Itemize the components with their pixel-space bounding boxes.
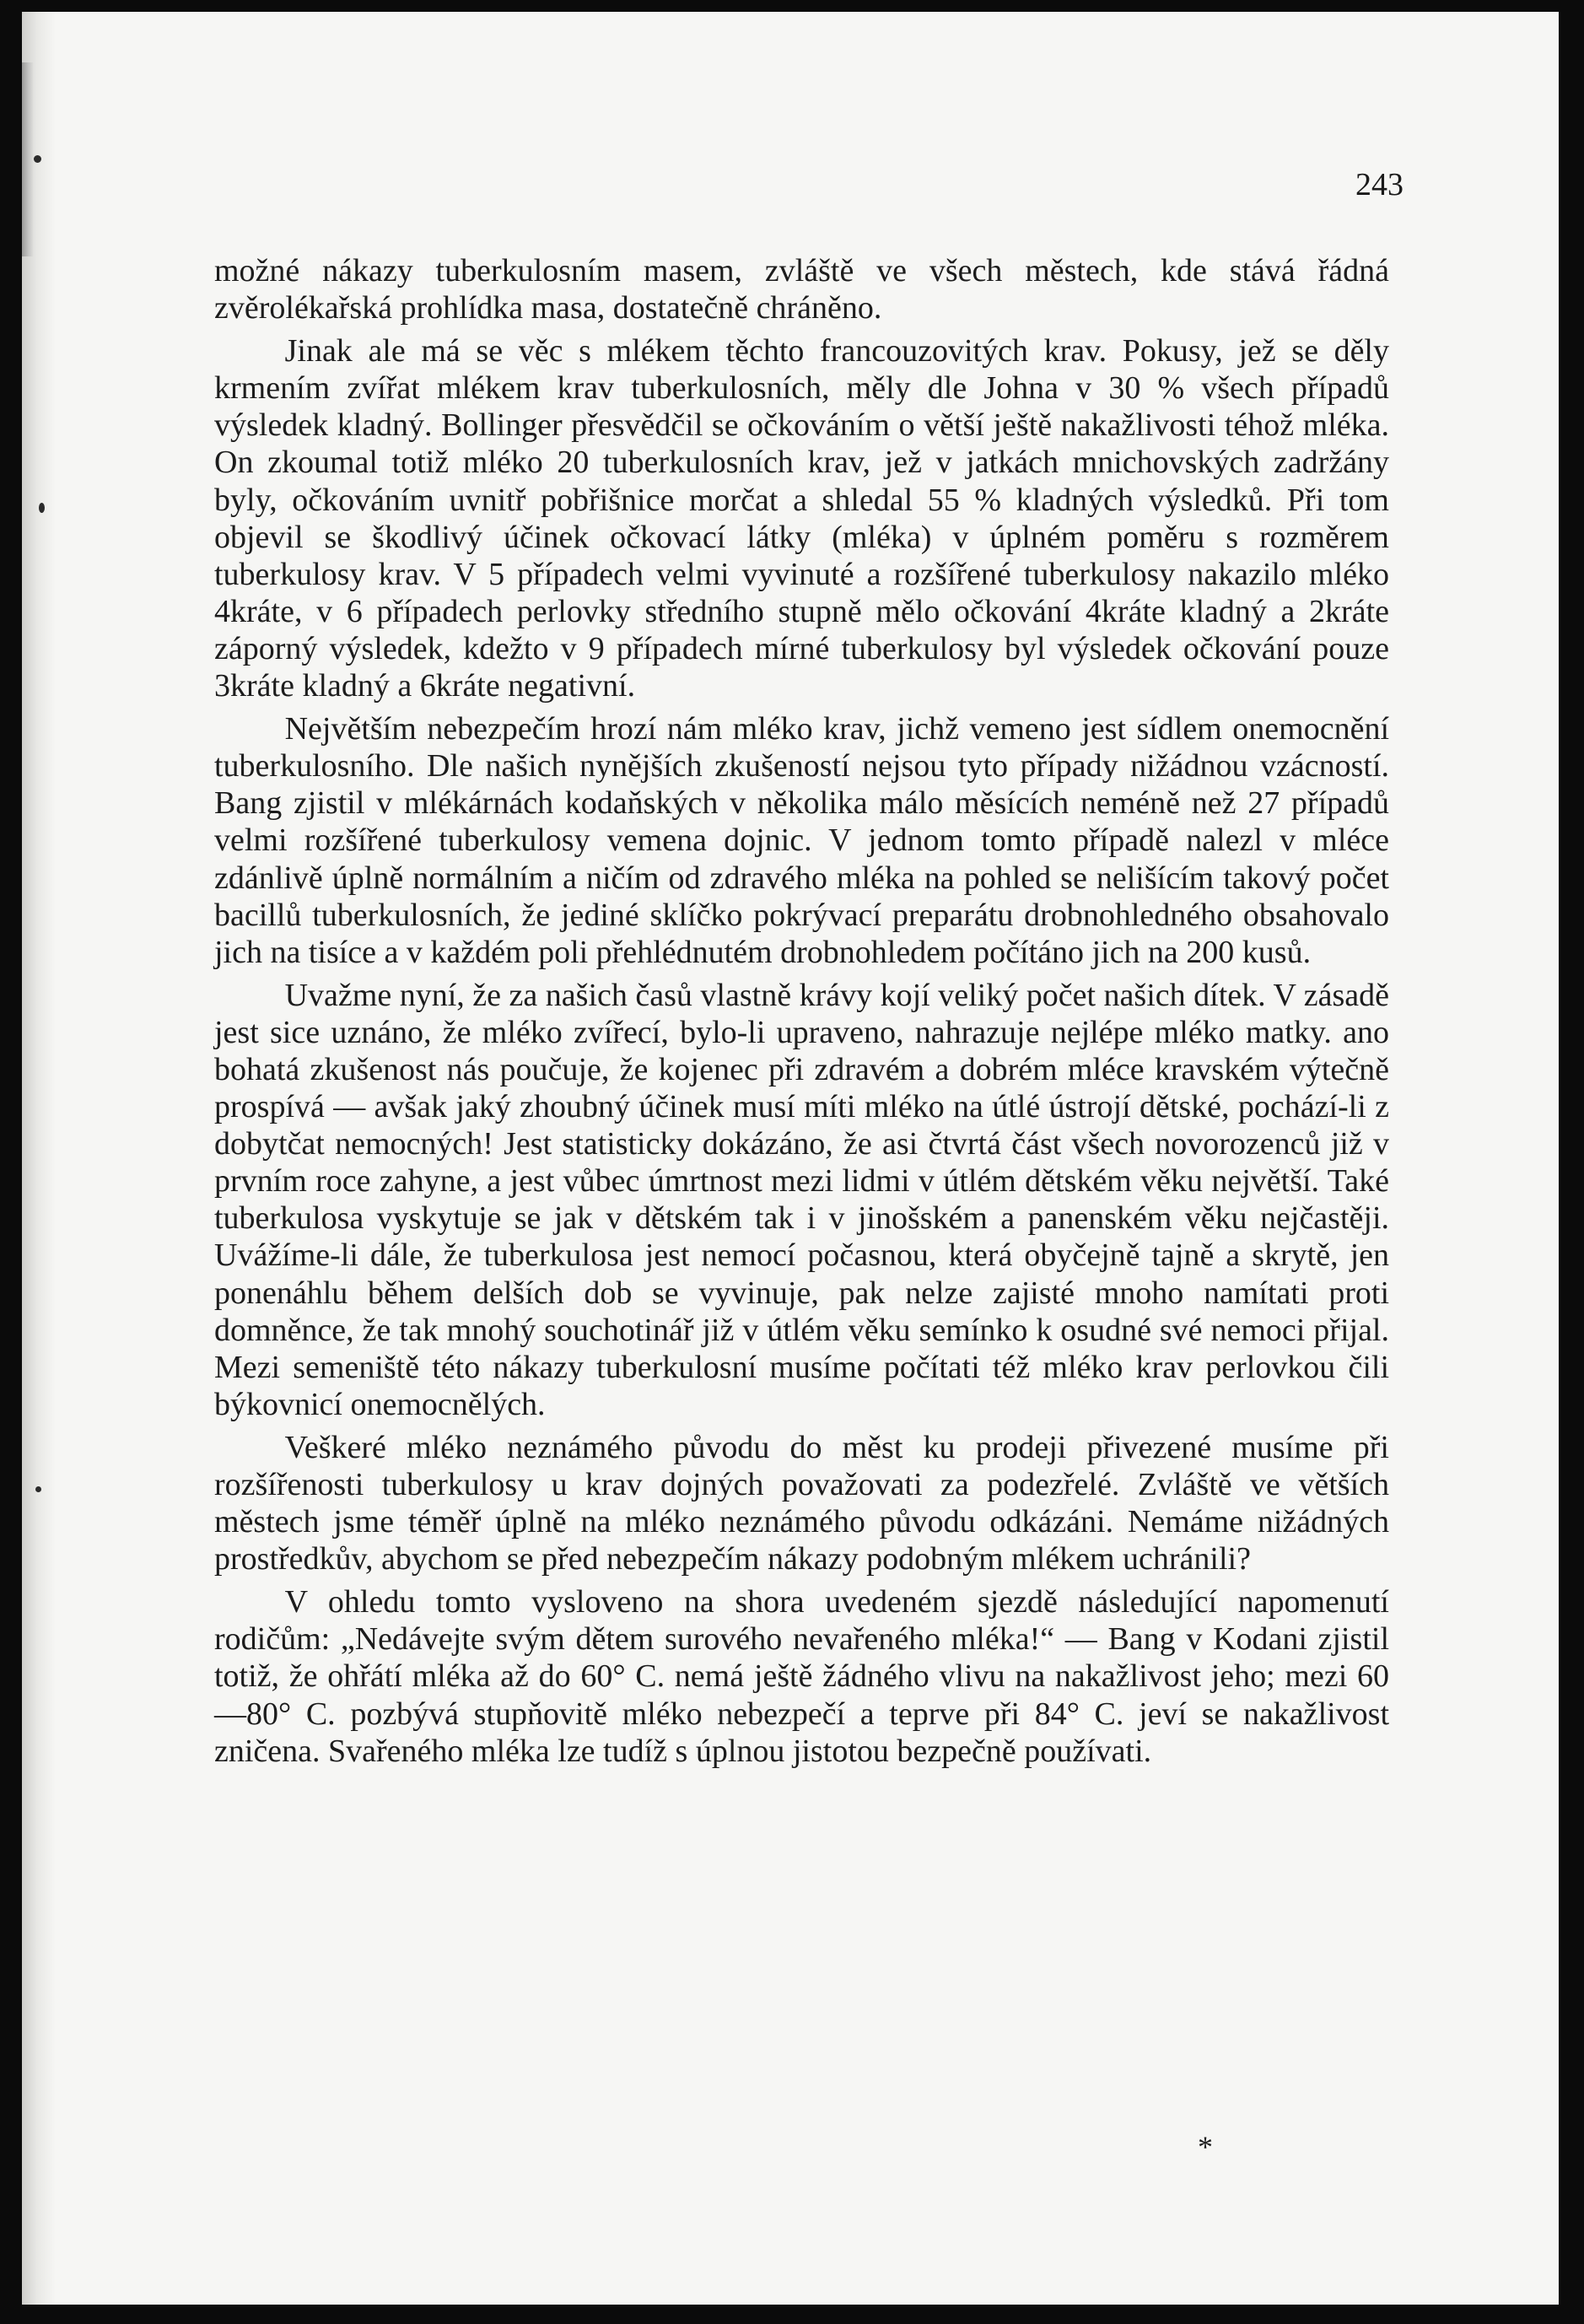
- paragraph-4: Uvažme nyní, že za našich časů vlastně krávy kojí veliký počet našich dítek. V zásadě jest sice uznáno, že mléko zvířecí, bylo-li upraveno, nahrazuje nejlépe mléko matky. ano bohatá zkušenost nás poučuje, že kojenec při zdravém a dobrém mléce kravském výtečně prospívá — avšak jaký zhoubný účinek musí míti mléko na útlé ústrojí dětské, pochází-li z dobytčat nemocných! Jest statisticky dokázáno, že asi čtvrtá část všech novorozenců již v prvním roce zahyne, a jest vůbec úmrtnost mezi lidmi v útlém dětském věku největší. Také tuberkulosa vyskytuje se jak v dětském tak i v jinošském a panenském věku nejčastěji. Uvážíme-li dále, že tuberkulosa jest nemocí počasnou, která obyčejně tajně a skrytě, jen ponenáhlu během delších dob se vyvinuje, pak nelze zajisté mnoho namítati proti domněnce, že tak mnohý souchotinář již v útlém věku semínko k osudné své nemoci přijal. Mezi semeniště této nákazy tuberkulosní musíme počítati též mléko krav perlovkou čili býkovnicí onemocnělých.: [214, 977, 1389, 1422]
- footer-asterisk: *: [1198, 2130, 1213, 2164]
- body-text: [214, 252, 1389, 1770]
- paragraph-5: Veškeré mléko neznámého původu do měst ku prodeji přivezené musíme při rozšířenosti tuberkulosy u krav dojných považovati za podezřelé. Zvláště ve větších městech jsme téměř úplně na mléko neznámého původu odkázáni. Nemáme nižádných prostředkův, abychom se před nebezpečím nákazy podobným mlékem uchránili?: [214, 1429, 1389, 1577]
- paragraph-6: V ohledu tomto vysloveno na shora uvedeném sjezdě následující napomenutí rodičům: „Nedávejte svým dětem surového nevařeného mléka!“ — Bang v Kodani zjistil totiž, že ohřátí mléka až do 60° C. nemá ještě žádného vlivu na nakažlivost jeho; mezi 60—80° C. pozbývá stupňovitě mléko nebezpečí a teprve při 84° C. jeví se nakažlivost zničena. Svařeného mléka lze tudíž s úplnou jistotou bezpečně používati.: [214, 1584, 1389, 1769]
- paragraph-3: Největším nebezpečím hrozí nám mléko krav, jichž vemeno jest sídlem onemocnění tuberkulosního. Dle našich nynějších zkušeností nejsou tyto případy nižádnou vzácností. Bang zjistil v mlékárnách kodaňských v několika málo měsících neméně než 27 případů velmi rozšířené tuberkulosy vemena dojnic. V jednom tomto případě nalezl v mléce zdánlivě úplně normálním a ničím od zdravého mléka na pohled se nelišícím takový počet bacillů tuberkulosních, že jediné sklíčko pokrývací preparátu drobnohledného obsahovalo jich na tisíce a v každém poli přehlédnutém drobnohledem počítáno jich na 200 kusů.: [214, 711, 1389, 970]
- page-number: 243: [1355, 167, 1404, 202]
- scan-speck: [39, 503, 45, 513]
- book-page: [22, 12, 1559, 2305]
- page-edge-shadow: [22, 62, 34, 256]
- page-edge-shading: [22, 12, 56, 2305]
- scan-speck: [34, 155, 41, 163]
- paragraph-1: možné nákazy tuberkulosním masem, zvláště ve všech městech, kde stává řádná zvěrolékařská prohlídka masa, dostatečně chráněno.: [214, 253, 1389, 326]
- scan-speck: [35, 1486, 41, 1492]
- paragraph-2: Jinak ale má se věc s mlékem těchto francouzovitých krav. Pokusy, jež se děly krmením zvířat mlékem krav tuberkulosních, měly dle Johna v 30 % všech případů výsledek kladný. Bollinger přesvědčil se očkováním o větší ještě nakažlivosti téhož mléka. On zkoumal totiž mléko 20 tuberkulosních krav, jež v jatkách mnichovských zadržány byly, očkováním uvnitř pobřišnice morčat a shledal 55 % kladných výsledků. Při tom objevil se škodlivý účinek očkovací látky (mléka) v úplném poměru s rozměrem tuberkulosy krav. V 5 případech velmi vyvinuté a rozšířené tuberkulosy nakazilo mléko 4kráte, v 6 případech perlovky středního stupně mělo očkování 4kráte kladný a 2kráte záporný výsledek, kdežto v 9 případech mírné tuberkulosy byl výsledek očkování pouze 3kráte kladný a 6kráte negativní.: [214, 333, 1389, 704]
